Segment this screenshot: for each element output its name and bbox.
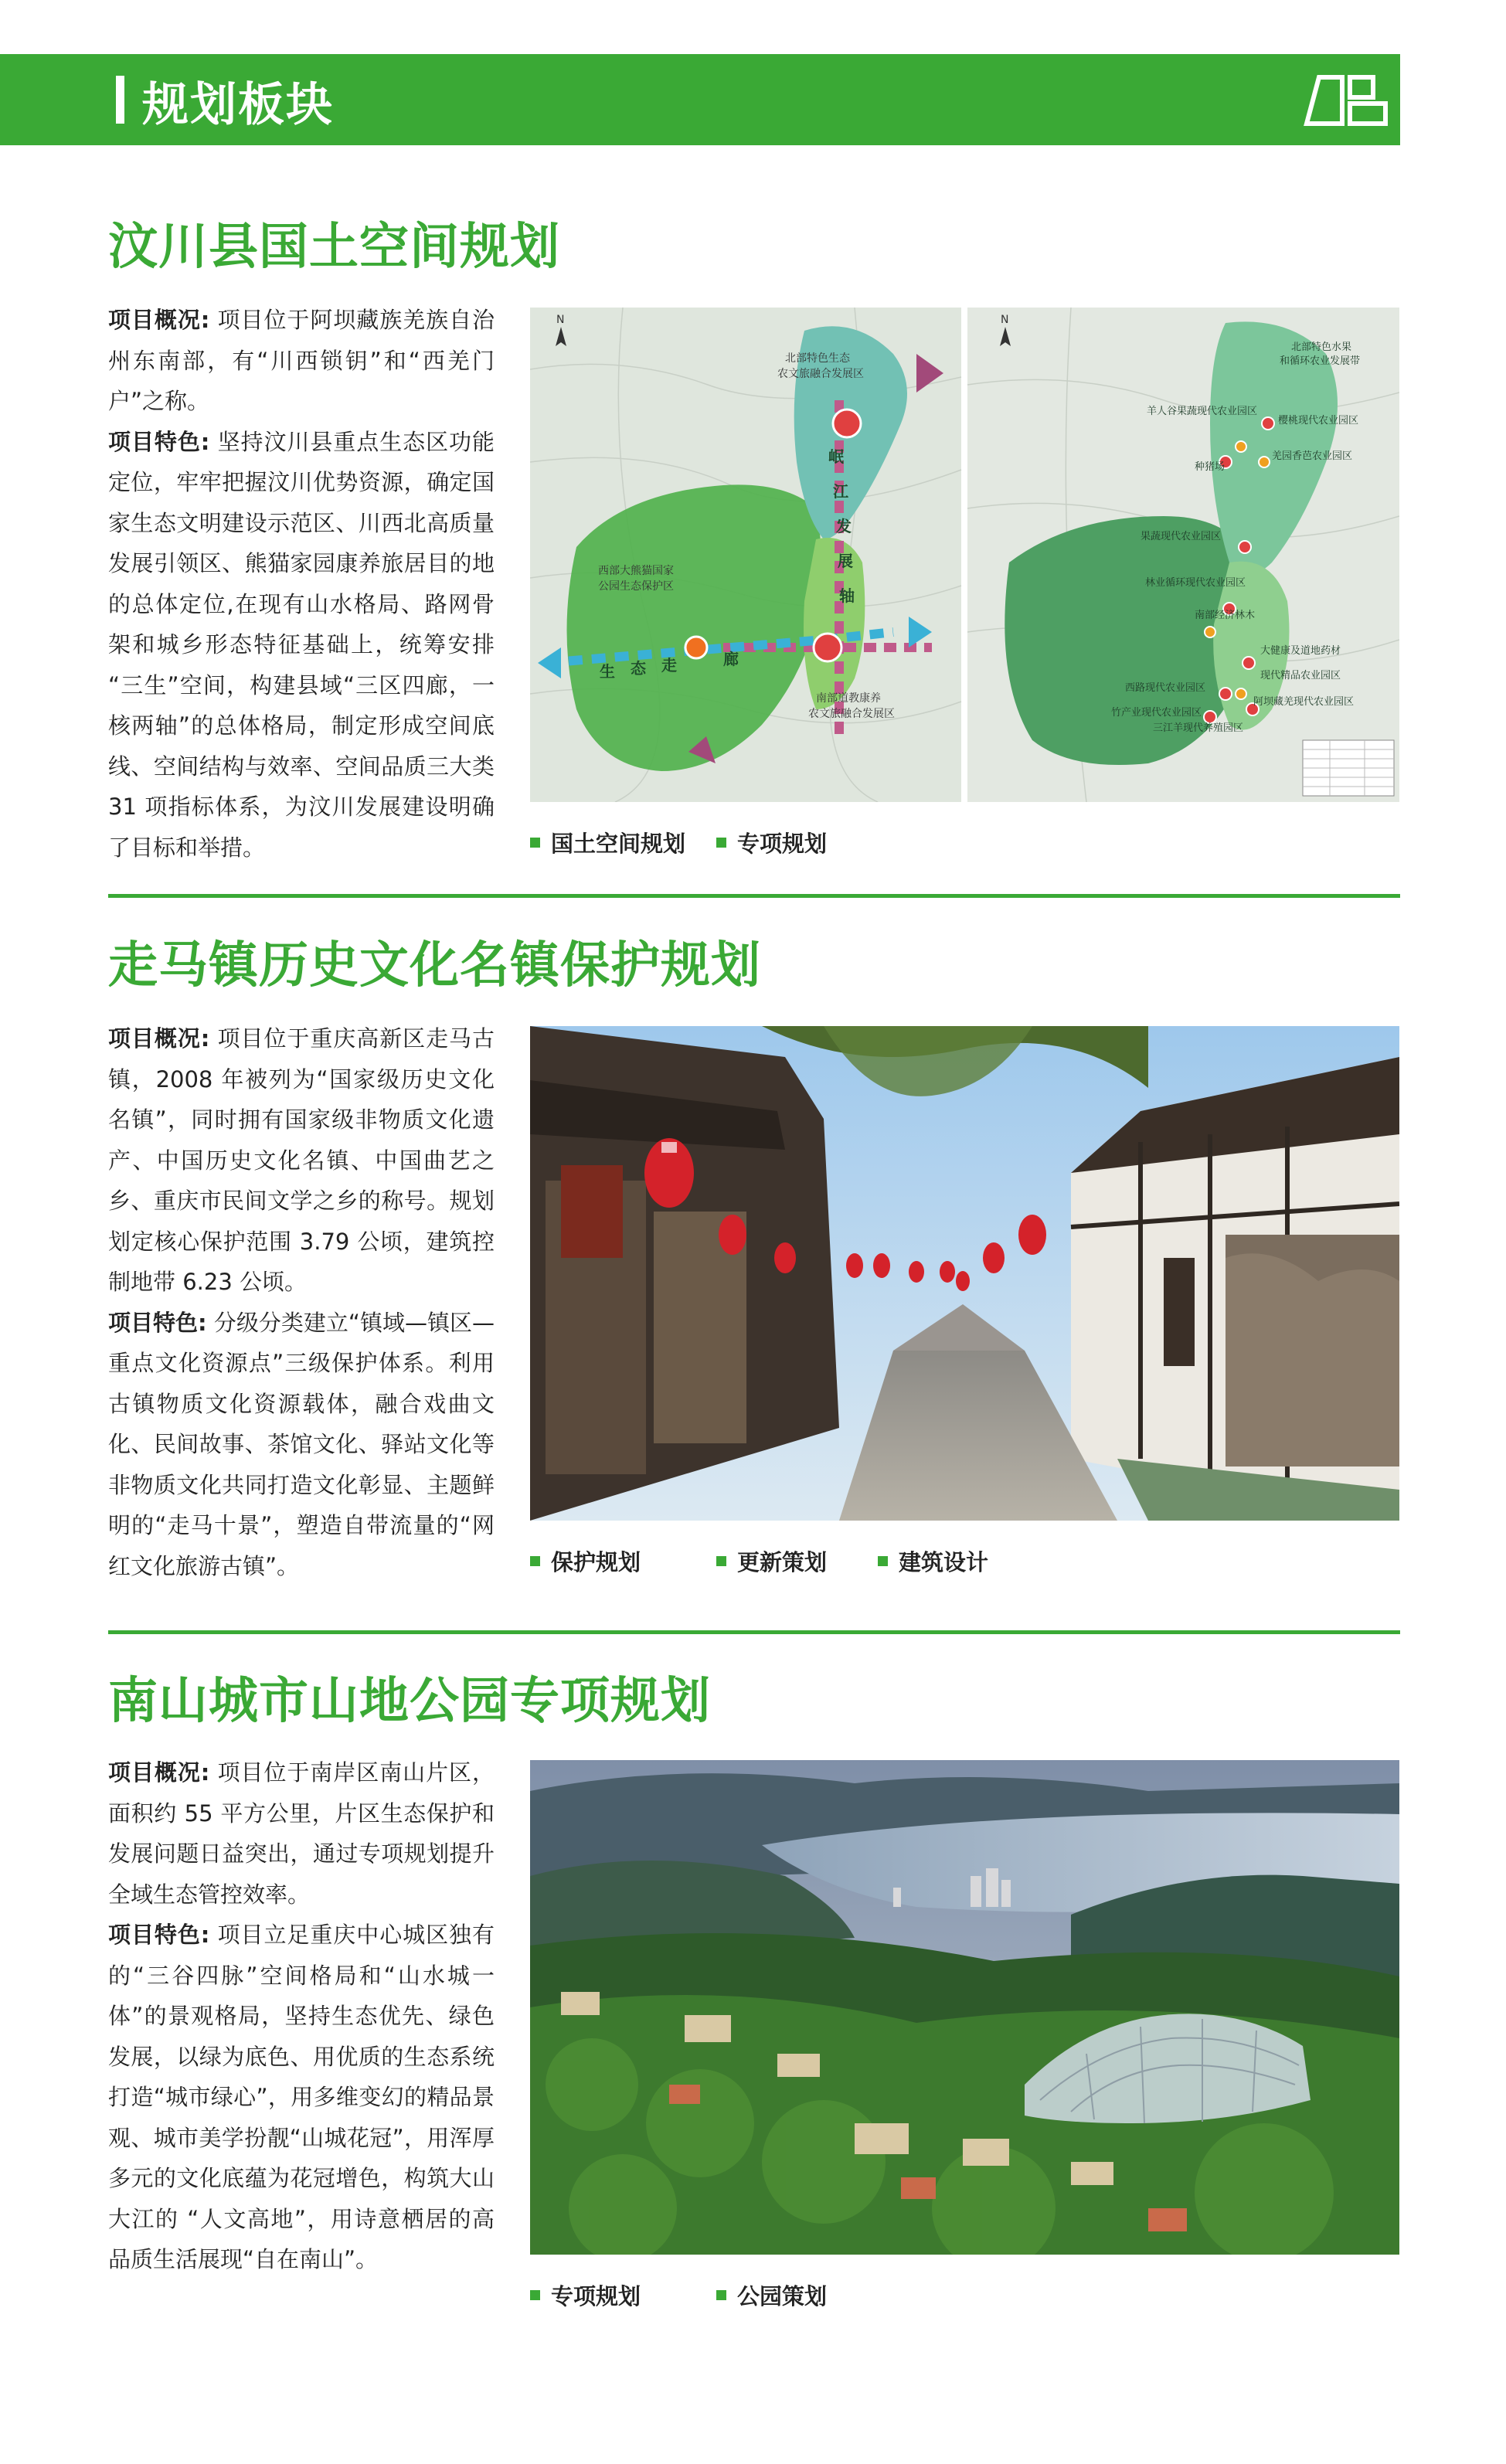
tag-bullet-icon (530, 838, 540, 848)
overview-text: 项目位于重庆高新区走马古镇，2008 年被列为“国家级历史文化名镇”，同时拥有国家级非物质文化遗产、中国历史文化名镇、中国曲艺之乡、重庆市民间文学之乡的称号。规划划定核心保护范围 3.79 公顷，建筑控制地带 6.23 公顷。 (108, 1025, 495, 1295)
header-bar (0, 54, 1400, 145)
map-label: 羌园香芭农业园区 (1272, 450, 1353, 462)
section-divider (108, 894, 1400, 898)
tag-item: 国土空间规划 (530, 827, 685, 858)
tag-bullet-icon (716, 2290, 726, 2300)
tag-bullet-icon (530, 2290, 540, 2300)
map-label: 态 (631, 659, 646, 678)
nanshan-park-aerial-photo (530, 1760, 1399, 2255)
section-divider (108, 1630, 1400, 1634)
tag-bullet-icon (878, 1556, 888, 1566)
map-label: 北部特色生态 (785, 352, 850, 365)
map-label: 大健康及道地药材 (1260, 645, 1341, 657)
map-label: 廊 (723, 650, 739, 668)
feature-text: 项目立足重庆中心城区独有的“三谷四脉”空间格局和“山水城一体”的景观格局，坚持生态优先、绿色发展，以绿为底色、用优质的生态系统打造“城市绿心”，用多维变幻的精品景观、城市美学扮靓“山城花冠”，用浑厚多元的文化底蕴为花冠增色，构筑大山大江的 “人文高地”，用诗意栖居的高品质生活展现“自在南山”。 (108, 1922, 495, 2272)
map-label: 南部经济林木 (1195, 610, 1256, 621)
tag-item: 保护规划 (530, 1545, 641, 1577)
map-label: 阿坝藏羌现代农业园区 (1253, 696, 1355, 708)
wenchuan-planning-maps (530, 308, 1399, 802)
planning-logo-icon (1302, 68, 1391, 131)
section-title-wenchuan: 汶川县国土空间规划 (108, 219, 560, 276)
map-label: 三江羊现代养殖园区 (1153, 722, 1244, 734)
map-label: 林业循环现代农业园区 (1145, 577, 1246, 589)
map-label: 南部道教康养 (816, 692, 881, 705)
map-label: 樱桃现代农业园区 (1278, 415, 1359, 427)
map-label: 竹产业现代农业园区 (1111, 707, 1202, 719)
overview-label: 项目概况: (108, 1025, 210, 1052)
map-label: 公园生态保护区 (598, 580, 674, 593)
overview-label: 项目概况: (108, 1759, 210, 1786)
tag-bullet-icon (716, 1556, 726, 1566)
map-label: 西部大熊猫国家 (598, 565, 674, 577)
map-label: 发 (836, 517, 852, 535)
map-label: 西路现代农业园区 (1125, 682, 1206, 694)
map-label: 北部特色水果 (1291, 342, 1352, 353)
page-title: 规划板块 (142, 78, 334, 132)
tag-item: 建筑设计 (878, 1545, 988, 1577)
tag-item: 专项规划 (716, 827, 827, 858)
map-label: 岷 (828, 447, 844, 466)
tag-item: 更新策划 (716, 1545, 827, 1577)
overview-label: 项目概况: (108, 307, 210, 333)
overview-text: 项目位于阿坝藏族羌族自治州东南部，有“川西锁钥”和“西羌门户”之称。 (108, 307, 495, 414)
map-label: 走 (661, 656, 677, 675)
map-label: 江 (833, 482, 848, 501)
section-text-wenchuan (108, 300, 495, 868)
svg-text:N: N (556, 314, 565, 326)
feature-text: 分级分类建立“镇域—镇区—重点文化资源点”三级保护体系。利用古镇物质文化资源载体，融合戏曲文化、民间故事、茶馆文化、驿站文化等非物质文化共同打造文化彰显、主题鲜明的“走马十景”，塑造自带流量的“网红文化旅游古镇”。 (108, 1309, 495, 1579)
map-label: 生 (600, 662, 615, 681)
feature-label: 项目特色: (108, 1922, 210, 1948)
tag-bullet-icon (530, 1556, 540, 1566)
tag-item: 专项规划 (530, 2279, 641, 2311)
map-label: 和循环农业发展带 (1280, 355, 1361, 367)
map-label: 农文旅融合发展区 (808, 708, 895, 720)
map-label: 羊人谷果蔬现代农业园区 (1147, 406, 1258, 417)
section-title-zouma: 走马镇历史文化名镇保护规划 (108, 937, 761, 994)
tag-bullet-icon (716, 838, 726, 848)
section-text-zouma (108, 1018, 495, 1586)
overview-text: 项目位于南岸区南山片区，面积约 55 平方公里，片区生态保护和发展问题日益突出，通过专项规划提升全域生态管控效率。 (108, 1759, 495, 1908)
feature-label: 项目特色: (108, 428, 210, 455)
feature-text: 坚持汶川县重点生态区功能定位，牢牢把握汶川优势资源，确定国家生态文明建设示范区、川西北高质量发展引领区、熊猫家园康养旅居目的地的总体定位,在现有山水格局、路网骨架和城乡形态特征基础上，统筹安排 “三生”空间，构建县域“三区四廊，一核两轴”的总体格局，制定形成空间底线、空间结构与效率、空间品质三大类 31 项指标体系，为汶川发展建设明确了目标和举措。 (108, 428, 495, 861)
section-text-nanshan (108, 1752, 495, 2280)
svg-text:N: N (1001, 314, 1009, 326)
map-legend-table (1303, 740, 1394, 796)
zouma-old-town-photo (530, 1026, 1399, 1521)
tag-item: 公园策划 (716, 2279, 827, 2311)
map-label: 轴 (839, 586, 855, 605)
map-label: 展 (838, 552, 853, 570)
map-label: 种猪场 (1195, 461, 1226, 473)
map-label: 农文旅融合发展区 (777, 368, 864, 380)
header-accent-mark (116, 76, 124, 124)
section-title-nanshan: 南山城市山地公园专项规划 (108, 1673, 711, 1730)
map-label: 现代精品农业园区 (1260, 670, 1341, 681)
map-label: 果蔬现代农业园区 (1141, 531, 1222, 542)
feature-label: 项目特色: (108, 1309, 207, 1336)
